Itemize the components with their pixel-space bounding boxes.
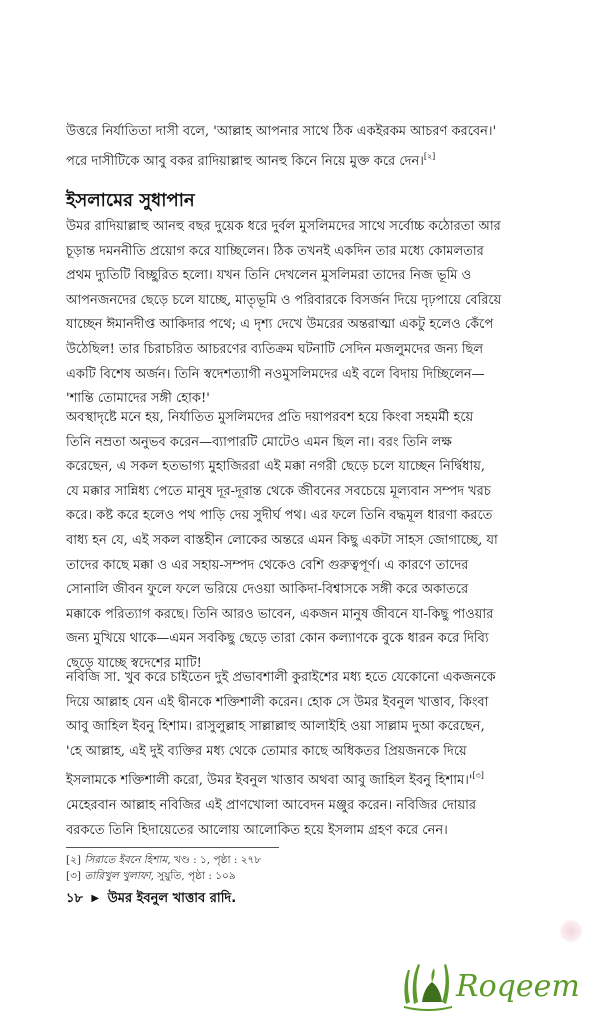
p2-line: জন্য মুখিয়ে থাকে—এমন সবকিছু ছেড়ে তারা কোন কল্যাণকে বুকে ধারন করে দিব্যি xyxy=(66,631,489,647)
footnote-source: তারিখুল খুলাফা xyxy=(84,870,151,882)
footnote-mark: [২] xyxy=(66,854,82,866)
p2-line: সোনালি জীবন ফুলে ফলে ভরিয়ে দেওয়া আকিদা-বিশ্বাসকে সঙ্গী করে অকাতরে xyxy=(66,582,469,598)
p1-line: উঠেছিল! তার চিরাচরিত আচরণের ব্যতিক্রম ঘটনাটি সেদিন মজলুমদের জন্য ছিল xyxy=(66,341,484,357)
p1-line: যাচ্ছেন ঈমানদীপ্ত আকিদার পথে; এ দৃশ্য দেখে উমরের অন্তরাত্মা একটু হলেও কেঁপে xyxy=(66,317,494,333)
p3-line: 'হে আল্লাহ, এই দুই ব্যক্তির মধ্য থেকে তোমার কাছে অধিকতর প্রিয়জনকে দিয়ে xyxy=(66,743,467,759)
footnote-2 xyxy=(66,853,261,870)
page-footer xyxy=(66,889,236,910)
p1-line: প্রথম দ্যুতিটি বিচ্ছুরিত হলো। যখন তিনি দেখলেন মুসলিমরা তাদের নিজ ভূমি ও xyxy=(66,268,472,284)
p2-line: তিনি নম্রতা অনুভব করেন—ব্যাপারটি মোটেও এমন ছিল না। বরং তিনি লক্ষ xyxy=(66,434,452,450)
footnote-ref-2[interactable]: [২] xyxy=(423,151,436,161)
p3-line: মেহেরবান আল্লাহ নবিজির এই প্রাণখোলা আবেদন মঞ্জুর করেন। নবিজির দোয়ার xyxy=(66,797,477,813)
p1-line: চূড়ান্ত দমননীতি প্রয়োগ করে যাচ্ছিলেন। ঠিক তখনই একদিন তার মধ্যে কোমলতার xyxy=(66,243,484,259)
footnote-ref-3[interactable]: [৩] xyxy=(472,771,484,781)
p2-line: করে। কষ্ট করে হলেও পথ পাড়ি দেয় সুদীর্ঘ পথ। এর ফলে তিনি বদ্ধমূল ধারণা করতে xyxy=(66,508,493,524)
roqeem-watermark-logo xyxy=(398,952,588,1012)
p1-line: আপনজনদের ছেড়ে চলে যাচ্ছে, মাতৃভূমি ও পরিবারকে বিসর্জন দিয়ে দৃঢ়পায়ে বেরিয়ে xyxy=(66,292,502,308)
decorative-dot xyxy=(560,920,582,942)
intro-line-1: উত্তরে নির্যাতিতা দাসী বলে, 'আল্লাহ আপনার সাথে ঠিক একইরকম আচরণ করবেন।' xyxy=(66,124,497,139)
footnote-mark: [৩] xyxy=(66,870,82,882)
p2-line: মক্কাকে পরিত্যাগ করছে। তিনি আরও ভাবেন, একজন মানুষ জীবনে যা-কিছু পাওয়ার xyxy=(66,606,494,622)
intro-paragraph xyxy=(66,120,536,174)
p2-line: ছেড়ে যাচ্ছে স্বদেশের মাটি! xyxy=(66,655,202,671)
p1-line: একটি বিশেষ অর্জন। তিনি স্বদেশত্যাগী নওমুসলিমদের এই বলে বিদায় দিচ্ছিলেন— xyxy=(66,366,485,382)
p2-line: বাধ্য হন যে, এই সকল বাস্তহীন লোকের অন্তরে এমন কিছু একটা সাহস জোগাচ্ছে, যা xyxy=(66,532,498,548)
p2-line: যে মক্কার সান্নিধ্য পেতে মানুষ দূর-দূরান্ত থেকে জীবনের সবচেয়ে মূল্যবান সম্পদ খরচ xyxy=(66,483,491,499)
p3-line: ইসলামকে শক্তিশালী করো, উমর ইবনুল খাত্তাব অথবা আবু জাহিল ইবনু হিশাম।'[৩] xyxy=(66,771,484,789)
footnote-detail: , খণ্ড : ১, পৃষ্ঠা : ২৭৮ xyxy=(167,854,262,866)
p3-line: দিয়ে আল্লাহ যেন এই দ্বীনকে শক্তিশালী করেন। হোক সে উমর ইবনুল খাত্তাব, কিংবা xyxy=(66,694,489,710)
arrow-right-icon: ▶ xyxy=(91,893,100,904)
section-heading: ইসলামের সুধাপান xyxy=(66,190,195,211)
intro-line-2: পরে দাসীটিকে আবু বকর রাদিয়াল্লাহু আনহু কিনে নিয়ে মুক্ত করে দেন।[২] xyxy=(66,151,436,169)
footnote-source: সিরাতে ইবনে হিশাম xyxy=(84,854,168,866)
footnote-detail: , সুয়ুতি, পৃষ্ঠা : ১০৯ xyxy=(150,870,236,882)
footnote-3 xyxy=(66,869,236,886)
paragraph-1 xyxy=(66,215,536,412)
running-title: উমর ইবনুল খাত্তাব রাদি. xyxy=(107,891,237,906)
p3-line: নবিজি সা. খুব করে চাইতেন দুই প্রভাবশালী কুরাইশের মধ্য হতে যেকোনো একজনকে xyxy=(66,670,496,685)
p3-line: বরকতে তিনি হিদায়েতের আলোয় আলোকিত হয়ে ইসলাম গ্রহণ করে নেন। xyxy=(66,822,448,838)
page-number: ১৮ xyxy=(66,891,83,906)
paragraph-2 xyxy=(66,406,536,677)
p1-line: উমর রাদিয়াল্লাহু আনহু বছর দুয়েক ধরে দুর্বল মুসলিমদের সাথে সর্বোচ্চ কঠোরতা আর xyxy=(66,219,501,234)
p3-line: আবু জাহিল ইবনু হিশাম। রাসুলুল্লাহ সাল্লাল্লাহু আলাইহি ওয়া সাল্লাম দুআ করেছেন, xyxy=(66,719,485,735)
paragraph-3 xyxy=(66,666,536,843)
p2-line: তাদের কাছে মক্কা ও এর সহায়-সম্পদ থেকেও বেশি গুরুত্বপূর্ণ। এ কারণে তাদের xyxy=(66,557,469,573)
svg-text:Roqeem: Roqeem xyxy=(456,969,580,1004)
p2-line: করেছেন, এ সকল হতভাগ্য মুহাজিররা এই মক্কা নগরী ছেড়ে চলে যাচ্ছেন নির্দ্বিধায়, xyxy=(66,459,486,475)
p1-line: 'শান্তি তোমাদের সঙ্গী হোক!' xyxy=(66,391,210,407)
footnote-divider xyxy=(66,847,279,848)
p2-line: অবস্থাদৃষ্টে মনে হয়, নির্যাতিত মুসলিমদের প্রতি দয়াপরবশ হয়ে কিংবা সহমর্মী হয়ে xyxy=(66,410,474,425)
logo-icon xyxy=(398,952,588,1012)
